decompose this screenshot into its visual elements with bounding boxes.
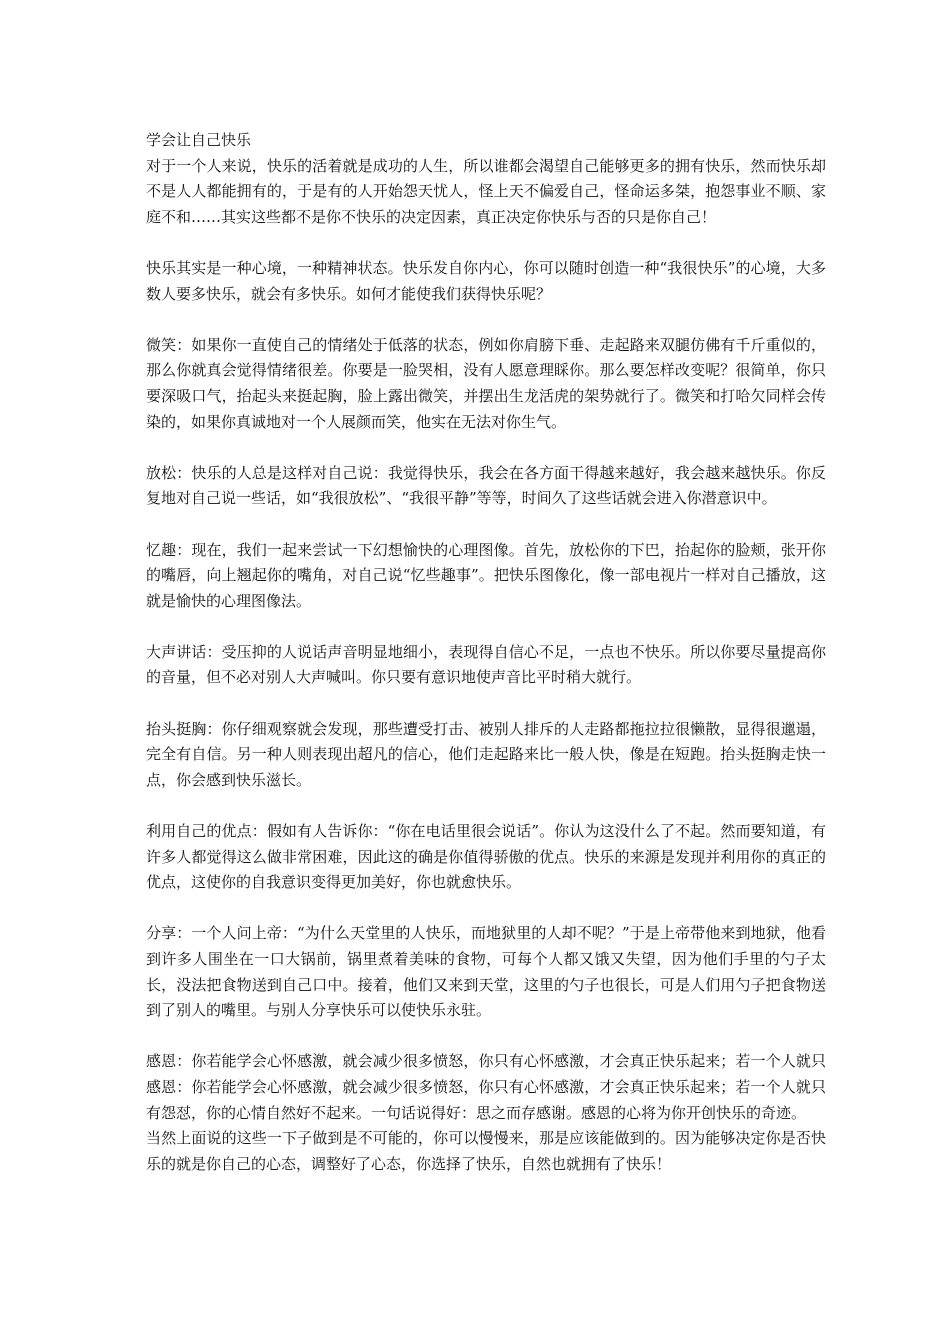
document-page <box>146 128 826 1177</box>
paragraph-mood: 快乐其实是一种心境，一种精神状态。快乐发自你内心，你可以随时创造一种“我很快乐”的心境，大多数人要多快乐，就会有多快乐。如何才能使我们获得快乐呢？ <box>146 258 826 303</box>
paragraph-gratitude: 感恩：你若能学会心怀感激，就会减少很多愤怒，你只有心怀感激，才会真正快乐起来；若一个人就只感恩：你若能学会心怀感激，就会减少很多愤怒，你只有心怀感激，才会真正快乐起来；若一个人就只有怨怼，你的心情自然好不起来。一句话说得好：思之而存感谢。感恩的心将为你开创快乐的奇迹。 <box>146 1052 826 1122</box>
paragraph-intro: 对于一个人来说，快乐的活着就是成功的人生，所以谁都会渴望自己能够更多的拥有快乐，然而快乐却不是人人都能拥有的，于是有的人开始怨天忧人，怪上天不偏爱自己，怪命运多桀，抱怨事业不顺、家庭不和……其实这些都不是你不快乐的决定因素，真正决定你快乐与否的只是你自己！ <box>146 156 826 226</box>
paragraph-relax: 放松：快乐的人总是这样对自己说：我觉得快乐，我会在各方面干得越来越好，我会越来越快乐。你反复地对自己说一些话，如“我很放松”、“我很平静”等等，时间久了这些话就会进入你潜意识中。 <box>146 463 826 508</box>
document-title: 学会让自己快乐 <box>146 131 252 149</box>
paragraph-speak-loud: 大声讲话：受压抑的人说话声音明显地细小，表现得自信心不足，一点也不快乐。所以你要尽量提高你的音量，但不必对别人大声喊叫。你只要有意识地使声音比平时稍大就行。 <box>146 642 826 687</box>
paragraph-sharing: 分享：一个人问上帝：“为什么天堂里的人快乐，而地狱里的人却不呢？”于是上帝带他来到地狱，他看到许多人围坐在一口大锅前，锅里煮着美味的食物，可每个人都又饿又失望，因为他们手里的勺子太长，没法把食物送到自己口中。接着，他们又来到天堂，这里的勺子也很长，可是人们用勺子把食物送到了别人的嘴里。与别人分享快乐可以使快乐永驻。 <box>146 924 826 1020</box>
paragraph-strengths: 利用自己的优点：假如有人告诉你：“你在电话里很会说话”。你认为这没什么了不起。然而要知道，有许多人都觉得这么做非常困难，因此这的确是你值得骄傲的优点。快乐的来源是发现并利用你的真正的优点，这使你的自我意识变得更加美好，你也就愈快乐。 <box>146 822 826 892</box>
paragraph-conclusion: 当然上面说的这些一下子做到是不可能的，你可以慢慢来，那是应该能做到的。因为能够决定你是否快乐的就是你自己的心态，调整好了心态，你选择了快乐，自然也就拥有了快乐！ <box>146 1129 826 1173</box>
paragraph-head-up: 抬头挺胸：你仔细观察就会发现，那些遭受打击、被别人排斥的人走路都拖拉拉很懒散，显得很邋遢，完全有自信。另一种人则表现出超凡的信心，他们走起路来比一般人快，像是在短跑。抬头挺胸走快一点，你会感到快乐滋长。 <box>146 719 826 789</box>
paragraph-smile: 微笑：如果你一直使自己的情绪处于低落的状态，例如你肩膀下垂、走起路来双腿仿佛有千斤重似的，那么你就真会觉得情绪很差。你要是一脸哭相，没有人愿意理睬你。那么要怎样改变呢？很简单，你只要深吸口气，抬起头来挺起胸，脸上露出微笑，并摆出生龙活虎的架势就行了。微笑和打哈欠同样会传染的，如果你真诚地对一个人展颜而笑，他实在无法对你生气。 <box>146 335 826 431</box>
paragraph-recall-fun: 忆趣：现在，我们一起来尝试一下幻想愉快的心理图像。首先，放松你的下巴，抬起你的脸颊，张开你的嘴唇，向上翘起你的嘴角，对自己说“忆些趣事”。把快乐图像化，像一部电视片一样对自己播放，这就是愉快的心理图像法。 <box>146 540 826 610</box>
